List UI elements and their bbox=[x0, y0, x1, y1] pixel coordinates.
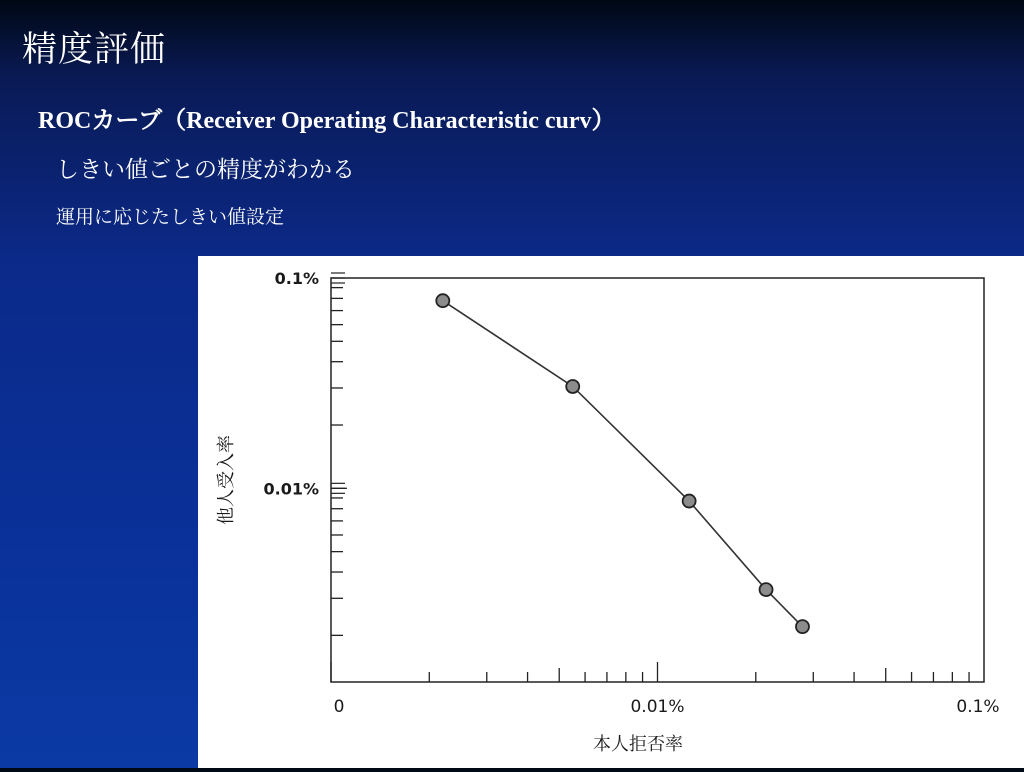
plot-frame bbox=[331, 278, 984, 682]
data-point bbox=[796, 620, 809, 633]
data-point bbox=[760, 583, 773, 596]
y-tick-label: 0.01% bbox=[263, 479, 319, 499]
data-point bbox=[436, 294, 449, 307]
x-tick-label: 0.01% bbox=[630, 697, 685, 717]
bullet-roc-curve: ROCカーブ（Receiver Operating Characteristic curv） bbox=[38, 108, 616, 134]
roc-line bbox=[443, 301, 803, 627]
x-axis-label: 本人拒否率 bbox=[593, 734, 683, 755]
bullet-threshold-accuracy: しきい値ごとの精度がわかる bbox=[56, 157, 355, 183]
bullet-threshold-setting: 運用に応じたしきい値設定 bbox=[56, 206, 285, 228]
y-axis-label: 他人受入率 bbox=[216, 435, 237, 525]
roc-chart bbox=[198, 256, 1024, 768]
chart-panel bbox=[198, 256, 1024, 768]
x-tick-label: 0.1% bbox=[956, 697, 1000, 717]
x-tick-label: 0 bbox=[333, 697, 345, 717]
data-point bbox=[566, 380, 579, 393]
y-tick-label: 0.1% bbox=[274, 269, 319, 288]
data-point bbox=[683, 495, 696, 508]
slide-title: 精度評価 bbox=[22, 30, 167, 70]
